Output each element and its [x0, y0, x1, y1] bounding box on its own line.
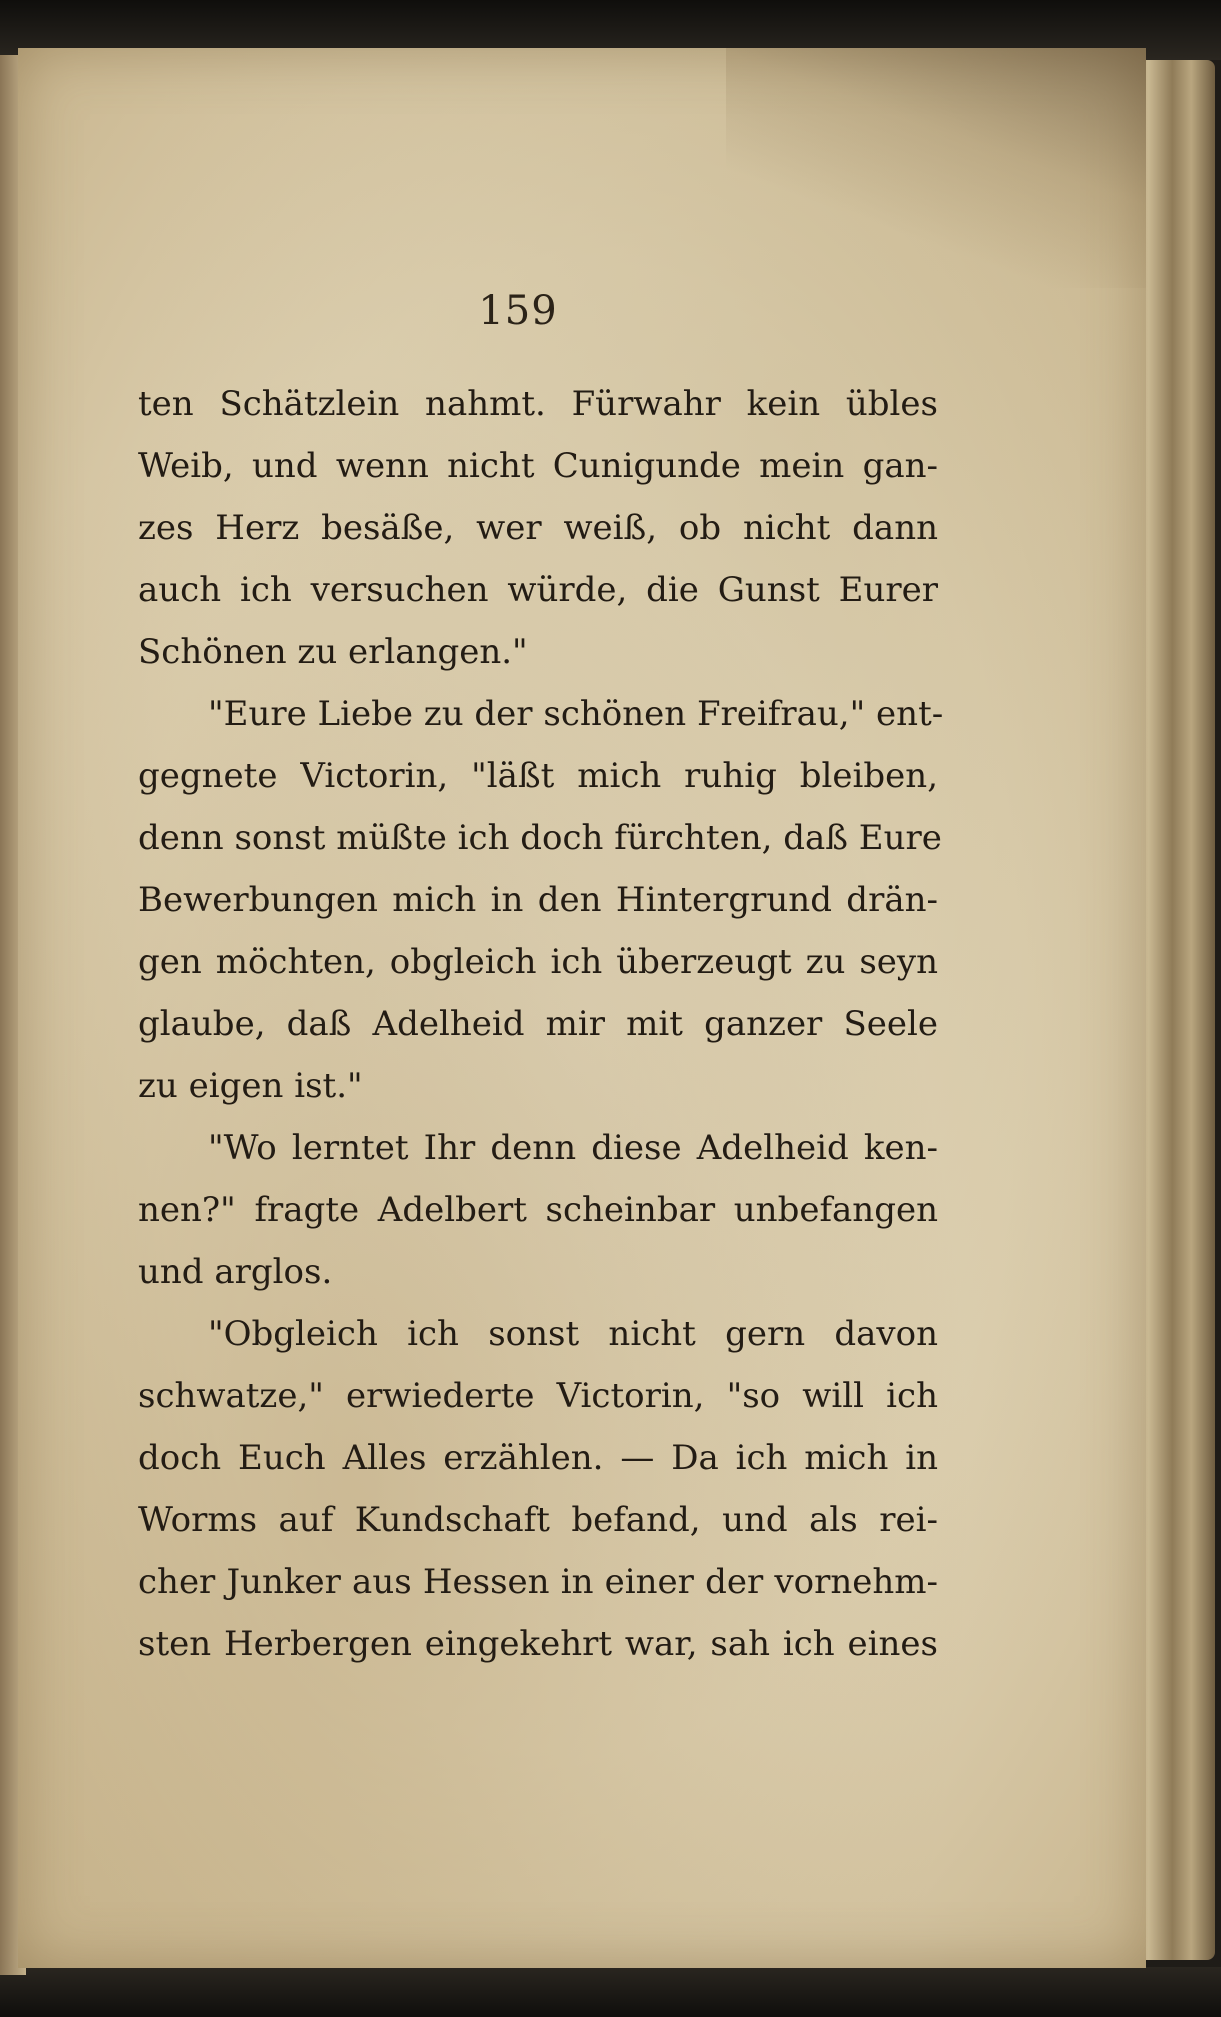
text-line: "Obgleich ich sonst nicht gern davon: [208, 1314, 938, 1354]
text-line: "Eure Liebe zu der schönen Freifrau," ent-: [208, 694, 944, 734]
folded-corner: [726, 48, 1146, 288]
text-line: Weib, und wenn nicht Cunigunde mein gan-: [138, 446, 938, 486]
text-line: ten Schätzlein nahmt. Fürwahr kein übles: [138, 384, 938, 424]
text-line: schwatze," erwiederte Victorin, "so will ich: [138, 1376, 938, 1416]
text-line: cher Junker aus Hessen in einer der vornehm-: [138, 1562, 938, 1602]
bottom-shadow: [0, 1967, 1221, 2017]
text-line: gen möchten, obgleich ich überzeugt zu seyn: [138, 942, 938, 982]
text-line: gegnete Victorin, "läßt mich ruhig bleiben,: [138, 756, 938, 796]
text-line: Worms auf Kundschaft befand, und als rei-: [138, 1500, 938, 1540]
text-line: auch ich versuchen würde, die Gunst Eurer: [138, 570, 938, 610]
page-text: [138, 373, 944, 1675]
text-line: doch Euch Alles erzählen. — Da ich mich in: [138, 1438, 938, 1478]
book-page: [18, 48, 1146, 1968]
text-line: Bewerbungen mich in den Hintergrund drän-: [138, 880, 938, 920]
text-line: sten Herbergen eingekehrt war, sah ich eines: [138, 1624, 938, 1664]
text-line: denn sonst müßte ich doch fürchten, daß Eure: [138, 818, 942, 858]
text-line: Schönen zu erlangen.": [138, 632, 528, 672]
text-line: zu eigen ist.": [138, 1066, 363, 1106]
text-line: und arglos.: [138, 1252, 333, 1292]
text-line: zes Herz besäße, wer weiß, ob nicht dann: [138, 508, 938, 548]
text-line: nen?" fragte Adelbert scheinbar unbefangen: [138, 1190, 938, 1230]
text-line: glaube, daß Adelheid mir mit ganzer Seele: [138, 1004, 938, 1044]
text-line: "Wo lerntet Ihr denn diese Adelheid ken-: [208, 1128, 938, 1168]
page-number: 159: [478, 288, 558, 334]
